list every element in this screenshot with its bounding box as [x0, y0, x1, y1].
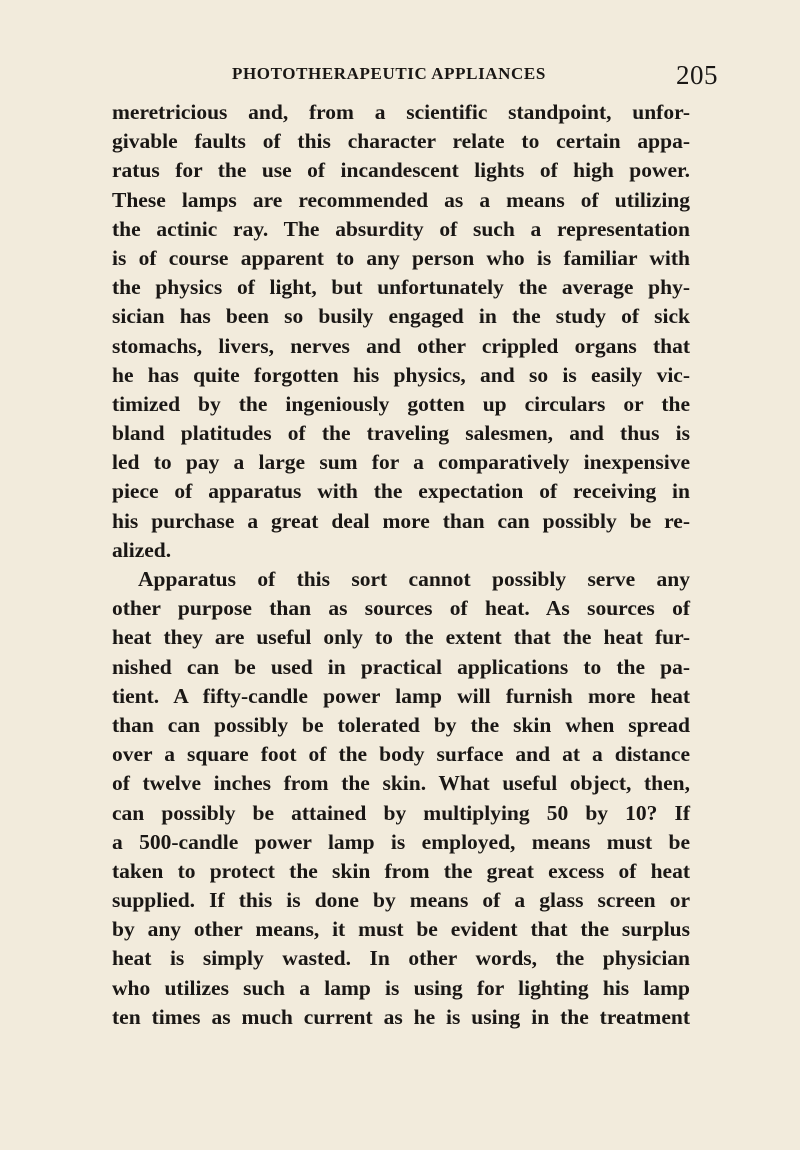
- text-line: by any other means, it must be evident that the surplus: [112, 917, 690, 942]
- text-line: his purchase a great deal more than can possibly be re-: [112, 508, 690, 533]
- text-line: over a square foot of the body surface and at a distance: [112, 742, 690, 767]
- text-line: meretricious and, from a scientific standpoint, unfor-: [112, 100, 690, 124]
- text-line: led to pay a large sum for a comparatively inexpensive: [112, 450, 690, 475]
- page-number: 205: [676, 60, 718, 90]
- text-line: than can possibly be tolerated by the skin when spread: [112, 712, 690, 737]
- text-line: taken to protect the skin from the great excess of heat: [112, 858, 690, 883]
- running-title: PHOTOTHERAPEUTIC APPLIANCES: [232, 64, 546, 83]
- text-line: ten times as much current as he is using in the treatment: [112, 1004, 690, 1029]
- text-line: tient. A fifty-candle power lamp will furnish more heat: [112, 683, 690, 708]
- text-line: timized by the ingeniously gotten up circulars or the: [112, 391, 690, 416]
- text-line: ratus for the use of incandescent lights of high power.: [112, 158, 690, 183]
- text-line: sician has been so busily engaged in the study of sick: [112, 304, 690, 329]
- text-line: can possibly be attained by multiplying 50 by 10? If: [112, 800, 690, 825]
- text-line: piece of apparatus with the expectation of receiving in: [112, 479, 690, 504]
- text-line: alized.: [112, 537, 172, 562]
- text-line: he has quite forgotten his physics, and so is easily vic-: [112, 362, 690, 387]
- text-line: heat they are useful only to the extent that the heat fur-: [112, 625, 690, 650]
- text-line: supplied. If this is done by means of a glass screen or: [112, 888, 690, 913]
- text-line: the actinic ray. The absurdity of such a representation: [112, 216, 690, 241]
- body-text: [112, 98, 690, 1032]
- running-head: [112, 60, 718, 92]
- text-line: is of course apparent to any person who is familiar with: [112, 245, 690, 270]
- text-line: givable faults of this character relate to certain appa-: [112, 129, 690, 154]
- text-line: bland platitudes of the traveling salesmen, and thus is: [112, 421, 690, 446]
- text-line: nished can be used in practical applications to the pa-: [112, 654, 690, 679]
- text-line: the physics of light, but unfortunately the average phy-: [112, 275, 690, 300]
- text-line: who utilizes such a lamp is using for lighting his lamp: [112, 975, 690, 1000]
- text-line: other purpose than as sources of heat. As sources of: [112, 596, 690, 621]
- text-line: stomachs, livers, nerves and other crippled organs that: [112, 333, 690, 358]
- text-line: of twelve inches from the skin. What useful object, then,: [112, 771, 690, 796]
- text-line: heat is simply wasted. In other words, the physician: [112, 946, 690, 971]
- text-line: Apparatus of this sort cannot possibly serve any: [138, 567, 690, 591]
- text-line: These lamps are recommended as a means of utilizing: [112, 187, 690, 212]
- text-line: a 500-candle power lamp is employed, means must be: [112, 829, 690, 854]
